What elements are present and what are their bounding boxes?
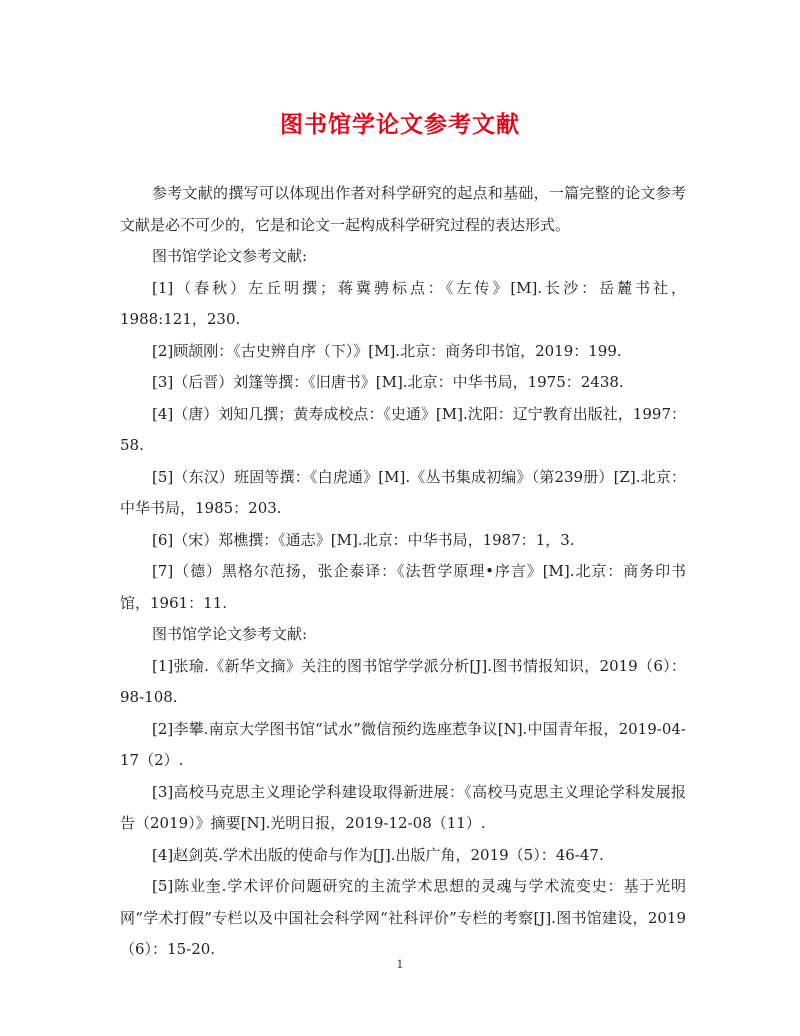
reference-item: [4]（唐）刘知几撰；黄寿成校点：《史通》[M].沈阳：辽宁教育出版社，1997：58. <box>120 404 686 454</box>
section-2-heading: 图书馆学论文参考文献: <box>152 625 308 643</box>
reference-item: [5]陈业奎.学术评价问题研究的主流学术思想的灵魂与学术流变史：基于光明网“学术打假”专栏以及中国社会科学网“社科评价”专栏的考察[J].图书馆建设，2019（6）：15-20. <box>120 877 686 958</box>
reference-item: [1]张瑜.《新华文摘》关注的图书馆学学派分析[J].图书情报知识，2019（6）：98-108. <box>120 656 686 706</box>
reference-item: [3]（后晋）刘篷等撰：《旧唐书》[M].北京：中华书局，1975：2438. <box>152 373 624 391</box>
reference-list-2 <box>120 651 686 966</box>
reference-item: [1]（春秋）左丘明撰；蒋冀骋标点：《左传》[M].长沙：岳麓书社，1988:121，230. <box>120 278 686 328</box>
reference-item: [4]赵剑英.学术出版的使命与作为[J].出版广角，2019（5）：46-47. <box>152 845 604 864</box>
reference-item: [3]高校马克思主义理论学科建设取得新进展：《高校马克思主义理论学科发展报告（2019）》摘要[N].光明日报，2019-12-08（11）. <box>120 782 686 832</box>
reference-item: [5]（东汉）班固等撰：《白虎通》[M].《丛书集成初编》（第239册）[Z].北京：中华书局，1985：203. <box>120 467 686 517</box>
page-number: 1 <box>396 958 404 971</box>
intro-paragraph: 参考文献的撰写可以体现出作者对科学研究的起点和基础，一篇完整的论文参考文献是必不可少的，它是和论文一起构成科学研究过程的表达形式。 <box>120 184 686 234</box>
reference-item: [2]顾颉刚：《古史辨自序（下）》[M].北京：商务印书馆，2019：199. <box>152 341 622 360</box>
reference-item: [7]（德）黑格尔范扬，张企泰译：《法哲学原理•序言》[M].北京：商务印书馆，1961：11. <box>120 562 686 612</box>
section-1-heading: 图书馆学论文参考文献: <box>152 247 308 265</box>
reference-list-1 <box>120 273 686 620</box>
reference-item: [2]李攀.南京大学图书馆“试水”微信预约选座惹争议[N].中国青年报，2019-04-17（2）. <box>120 719 686 769</box>
document-title: 图书馆学论文参考文献 <box>280 111 520 138</box>
document-body <box>120 178 686 966</box>
reference-item: [6]（宋）郑樵撰：《通志》[M].北京：中华书局，1987：1，3. <box>152 530 575 549</box>
